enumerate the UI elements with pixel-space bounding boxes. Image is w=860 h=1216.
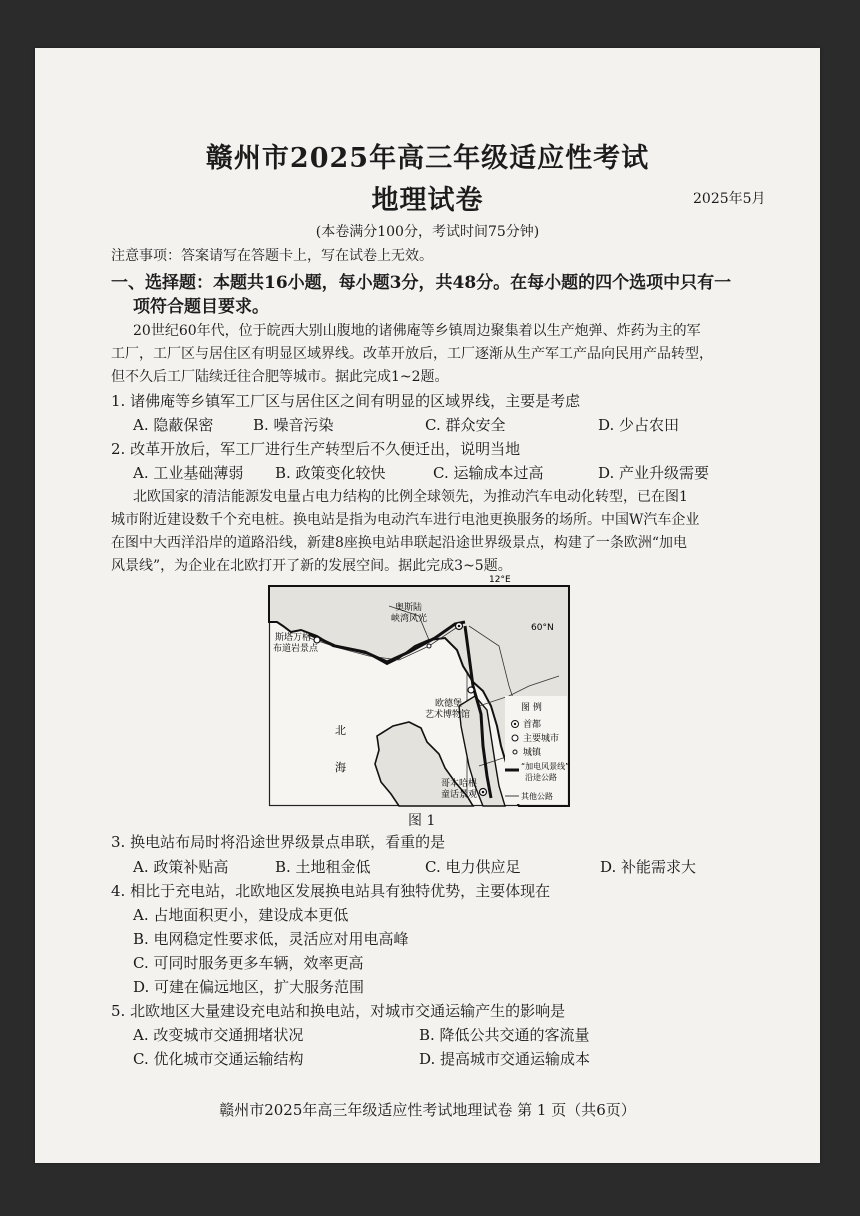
q3-option-d[interactable]: D. 补能需求大 <box>600 858 697 876</box>
legend-city: 主要城市 <box>523 734 560 744</box>
place-stavanger: 斯塔万格 <box>275 633 312 643</box>
q1-option-b[interactable]: B. 噪音污染 <box>253 416 334 434</box>
question-1-stem: 1. 诸佛庵等乡镇军工厂区与居住区之间有明显的区域界线，主要是考虑 <box>111 392 581 410</box>
legend-route-2: 沿途公路 <box>525 773 557 782</box>
place-oslo-desc: 峡湾风光 <box>391 614 428 624</box>
passage2-line: 风景线”，为企业在北欧打开了新的发展空间。据此完成3~5题。 <box>111 558 512 574</box>
legend-city-symbol <box>512 735 518 741</box>
place-copenhagen-desc: 童话景观 <box>441 790 478 800</box>
q3-option-a[interactable]: A. 政策补贴高 <box>133 858 229 876</box>
exam-page <box>35 48 820 1163</box>
passage1-line: 工厂，工厂区与居住区有明显区域界线。改革开放后，工厂逐渐从生产军工产品向民用产品转型， <box>111 346 713 362</box>
passage2-line: 北欧国家的清洁能源发电量占电力结构的比例全球领先，为推动汽车电动化转型，已在图1 <box>133 489 688 505</box>
exam-title: 赣州市2025年高三年级适应性考试 <box>205 143 650 174</box>
q5-option-c[interactable]: C. 优化城市交通运输结构 <box>133 1050 304 1068</box>
passage2-line: 城市附近建设数千个充电桩。换电站是指为电动汽车进行电池更换服务的场所。中国W汽车企业 <box>111 512 700 528</box>
notice: 注意事项：答案请写在答题卡上，写在试卷上无效。 <box>111 248 433 264</box>
question-2-stem: 2. 改革开放后，军工厂进行生产转型后不久便迁出，说明当地 <box>111 440 521 458</box>
question-3-stem: 3. 换电站布局时将沿途世界级景点串联，看重的是 <box>111 833 446 851</box>
legend-capital-dot <box>514 723 516 725</box>
q2-option-c[interactable]: C. 运输成本过高 <box>433 464 544 482</box>
q2-option-a[interactable]: A. 工业基础薄弱 <box>133 464 244 482</box>
section-heading-cont: 项符合题目要求。 <box>133 297 269 317</box>
city-marker <box>314 637 320 643</box>
capital-marker-dot <box>458 625 461 628</box>
passage1-line: 但不久后工厂陆续迁往合肥等城市。据此完成1~2题。 <box>111 369 449 385</box>
city-marker <box>468 687 474 693</box>
question-5-stem: 5. 北欧地区大量建设充电站和换电站，对城市交通运输产生的影响是 <box>111 1002 566 1020</box>
q5-option-d[interactable]: D. 提高城市交通运输成本 <box>419 1050 591 1068</box>
longitude-label: 12°E <box>489 575 511 585</box>
figure-caption: 图 1 <box>408 813 436 829</box>
q1-option-d[interactable]: D. 少占农田 <box>598 416 680 434</box>
legend-route-1: “加电风景线” <box>521 762 570 771</box>
legend-title: 图 例 <box>521 703 542 713</box>
q4-option-b[interactable]: B. 电网稳定性要求低，灵活应对用电高峰 <box>133 930 409 948</box>
place-stavanger-desc: 布道岩景点 <box>273 644 319 654</box>
figure-1-map <box>269 575 570 816</box>
passage1-line: 20世纪60年代，位于皖西大别山腹地的诸佛庵等乡镇周边聚集着以生产炮弹、炸药为主的军 <box>133 323 701 339</box>
score-info: (本卷满分100分，考试时间75分钟) <box>315 224 540 240</box>
q5-option-a[interactable]: A. 改变城市交通拥堵状况 <box>133 1026 304 1044</box>
question-4-stem: 4. 相比于充电站，北欧地区发展换电站具有独特优势，主要体现在 <box>111 882 551 900</box>
subject-title: 地理试卷 <box>371 185 484 216</box>
sea-label-1: 北 <box>335 724 346 737</box>
exam-date: 2025年5月 <box>693 191 766 207</box>
q4-option-d[interactable]: D. 可建在偏远地区，扩大服务范围 <box>133 978 365 996</box>
legend-town: 城镇 <box>523 748 542 758</box>
q3-option-c[interactable]: C. 电力供应足 <box>425 858 521 876</box>
q2-option-d[interactable]: D. 产业升级需要 <box>598 464 710 482</box>
place-gothenburg: 欧德堡 <box>435 699 463 709</box>
q4-option-c[interactable]: C. 可同时服务更多车辆，效率更高 <box>133 954 364 972</box>
legend-town-symbol <box>513 750 517 754</box>
q1-option-c[interactable]: C. 群众安全 <box>425 416 506 434</box>
legend-capital: 首都 <box>523 720 542 730</box>
place-gothenburg-desc: 艺术博物馆 <box>425 710 471 720</box>
q5-option-b[interactable]: B. 降低公共交通的客流量 <box>419 1026 590 1044</box>
place-oslo: 奥斯陆 <box>395 603 423 613</box>
passage2-line: 在图中大西洋沿岸的道路沿线，新建8座换电站串联起沿途世界级景点，构建了一条欧洲“加电 <box>111 535 688 551</box>
q4-option-a[interactable]: A. 占地面积更小，建设成本更低 <box>133 906 349 924</box>
latitude-label: 60°N <box>531 623 554 633</box>
page-footer: 赣州市2025年高三年级适应性考试地理试卷 第 1 页（共6页） <box>219 1101 636 1119</box>
town-marker <box>427 644 431 648</box>
section-heading: 一、选择题：本题共16小题，每小题3分，共48分。在每小题的四个选项中只有一 <box>111 273 732 293</box>
capital-marker-dot <box>482 791 485 794</box>
q3-option-b[interactable]: B. 土地租金低 <box>275 858 371 876</box>
q2-option-b[interactable]: B. 政策变化较快 <box>275 464 386 482</box>
legend-other: 其他公路 <box>521 792 553 801</box>
place-copenhagen: 哥本哈根 <box>441 779 478 789</box>
sea-label-2: 海 <box>335 761 346 774</box>
q1-option-a[interactable]: A. 隐蔽保密 <box>133 416 214 434</box>
